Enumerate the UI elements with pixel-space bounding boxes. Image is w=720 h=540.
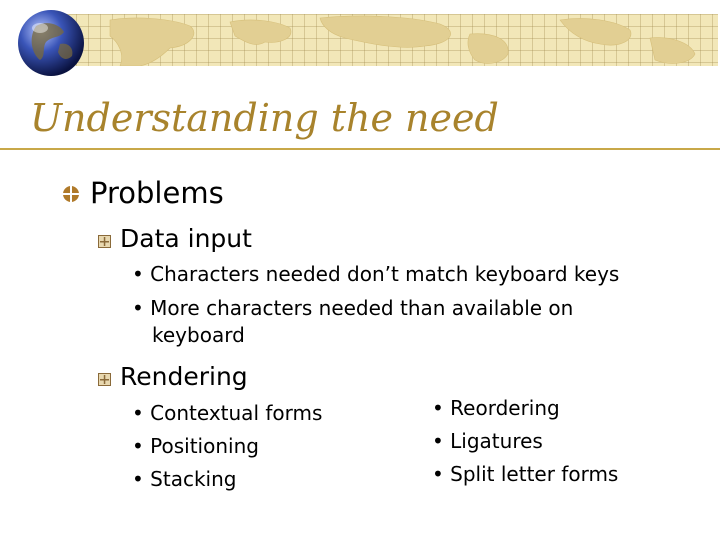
rendering-left-bullet-3: • Stacking <box>132 467 237 491</box>
slide-title: Understanding the need <box>30 96 499 140</box>
data-input-label: Data input <box>120 224 252 253</box>
problems-label: Problems <box>90 176 224 210</box>
data-input-bullet-2: • More characters needed than available on <box>132 296 574 320</box>
rendering-right-bullet-1: • Reordering <box>432 396 560 420</box>
square-bullet-icon <box>98 235 111 248</box>
header-banner <box>40 14 718 66</box>
target-bullet-icon <box>62 185 80 203</box>
data-input-bullet-2-continuation: keyboard <box>152 323 245 347</box>
globe-icon <box>16 8 86 78</box>
data-input-bullet-1: • Characters needed don’t match keyboard keys <box>132 262 620 286</box>
title-divider <box>0 148 720 150</box>
world-map-decoration <box>40 14 718 66</box>
problems-heading <box>62 176 224 210</box>
square-bullet-icon <box>98 373 111 386</box>
rendering-right-bullet-3: • Split letter forms <box>432 462 619 486</box>
rendering-left-bullet-2: • Positioning <box>132 434 259 458</box>
rendering-left-bullet-1: • Contextual forms <box>132 401 323 425</box>
rendering-right-bullet-2: • Ligatures <box>432 429 543 453</box>
rendering-label: Rendering <box>120 362 248 391</box>
